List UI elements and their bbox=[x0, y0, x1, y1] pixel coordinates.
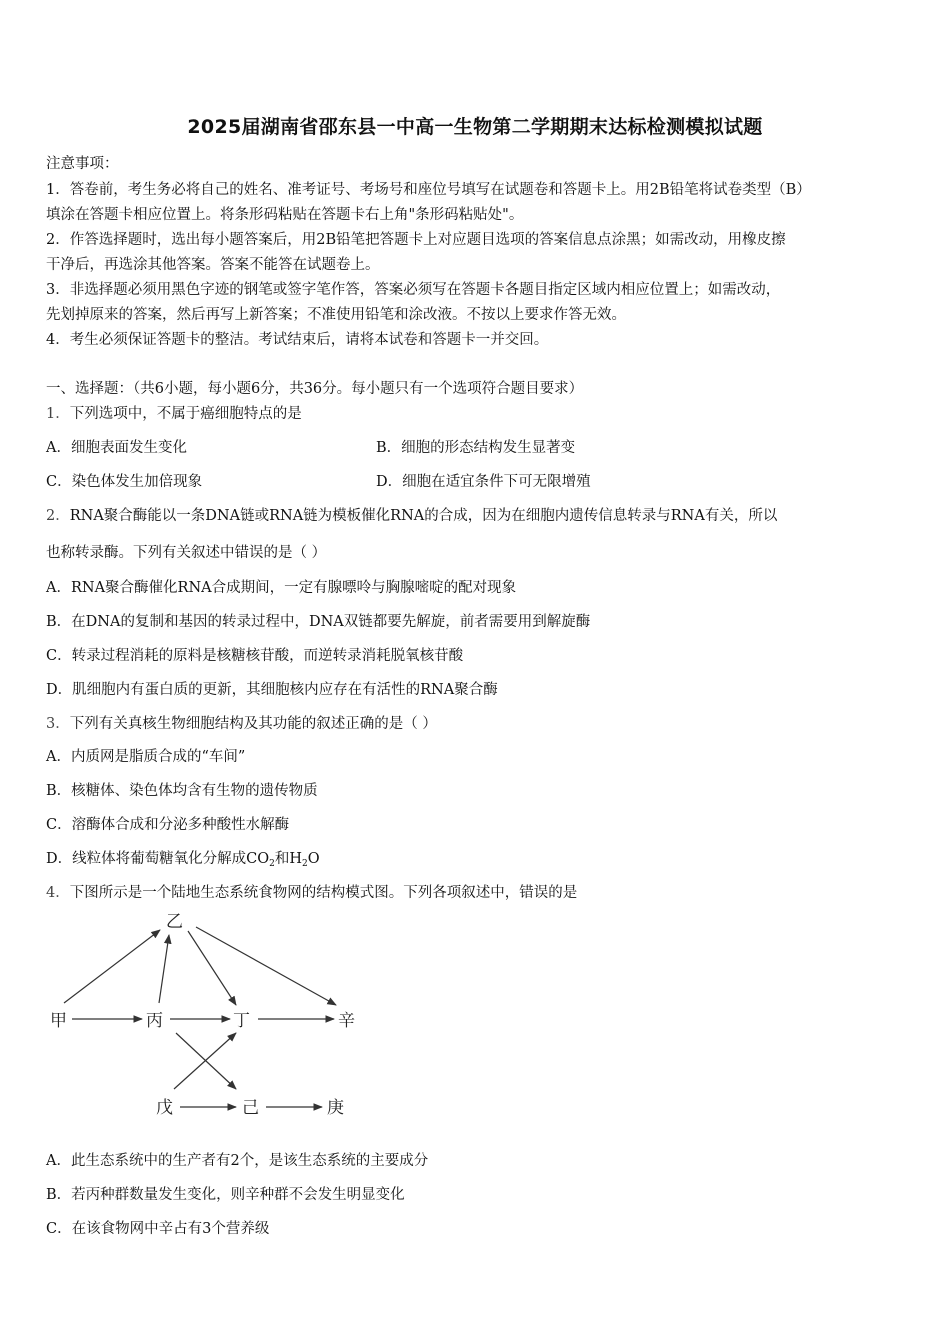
arrow-yi-xin bbox=[196, 927, 336, 1005]
node-bing: 丙 bbox=[146, 1011, 163, 1031]
arrow-jia-yi bbox=[64, 930, 160, 1003]
q3-option-c[interactable]: C．溶酶体合成和分泌多种酸性水解酶 bbox=[46, 817, 290, 833]
q1-options-row-2 bbox=[46, 470, 906, 490]
q2-option-a[interactable]: A．RNA聚合酶催化RNA合成期间，一定有腺嘌呤与胸腺嘧啶的配对现象 bbox=[46, 580, 517, 596]
notice-line: 填涂在答题卡相应位置上。将条形码粘贴在答题卡右上角"条形码粘贴处"。 bbox=[46, 207, 524, 223]
question-stem: 下列有关真核生物细胞结构及其功能的叙述正确的是（ ） bbox=[69, 716, 437, 732]
question-number: 2． bbox=[46, 508, 70, 524]
question-stem: 下图所示是一个陆地生态系统食物网的结构模式图。下列各项叙述中，错误的是 bbox=[69, 885, 578, 901]
question-number: 4． bbox=[46, 885, 70, 901]
q1-option-b[interactable]: B．细胞的形态结构发生显著变 bbox=[376, 440, 576, 456]
question-3 bbox=[46, 712, 906, 733]
q1-options-row-1 bbox=[46, 436, 906, 456]
notice-line: 2．作答选择题时，选出每小题答案后，用2B铅笔把答题卡上对应题目选项的答案信息点涂黑；如需改动，用橡皮擦 bbox=[46, 232, 786, 248]
notice-line: 3．非选择题必须用黑色字迹的钢笔或签字笔作答，答案必须写在答题卡各题目指定区域内相应位置上；如需改动， bbox=[46, 282, 781, 298]
notice-heading: 注意事项： bbox=[46, 156, 119, 172]
node-xin: 辛 bbox=[338, 1011, 355, 1031]
q2-option-d[interactable]: D．肌细胞内有蛋白质的更新，其细胞核内应存在有活性的RNA聚合酶 bbox=[46, 682, 498, 698]
arrow-bing-yi bbox=[159, 935, 169, 1003]
page-title: 2025届湖南省邵东县一中高一生物第二学期期末达标检测模拟试题 bbox=[187, 116, 763, 138]
notice-line: 干净后，再选涂其他答案。答案不能答在试题卷上。 bbox=[46, 257, 380, 273]
arrow-yi-ding bbox=[188, 931, 236, 1005]
question-1 bbox=[46, 402, 906, 423]
question-number: 1． bbox=[46, 406, 70, 422]
node-wu: 戊 bbox=[156, 1098, 173, 1118]
q1-option-c[interactable]: C．染色体发生加倍现象 bbox=[46, 474, 203, 490]
q2-option-c[interactable]: C．转录过程消耗的原料是核糖核苷酸，而逆转录消耗脱氧核苷酸 bbox=[46, 648, 464, 664]
option-text: 和H bbox=[274, 851, 302, 867]
node-jia: 甲 bbox=[50, 1011, 67, 1031]
section-heading: 一、选择题：（共6小题，每小题6分，共36分。每小题只有一个选项符合题目要求） bbox=[46, 381, 584, 397]
option-text: D．线粒体将葡萄糖氧化分解成CO bbox=[46, 851, 270, 867]
q1-option-d[interactable]: D．细胞在适宜条件下可无限增殖 bbox=[376, 474, 591, 490]
q3-option-d[interactable] bbox=[46, 847, 906, 869]
q4-option-c[interactable]: C．在该食物网中辛占有3个营养级 bbox=[46, 1221, 270, 1237]
question-stem-continued: 也称转录酶。下列有关叙述中错误的是（ ） bbox=[46, 545, 327, 561]
q4-option-a[interactable]: A．此生态系统中的生产者有2个，是该生态系统的主要成分 bbox=[46, 1153, 429, 1169]
q1-option-a[interactable]: A．细胞表面发生变化 bbox=[46, 440, 187, 456]
node-ji: 己 bbox=[242, 1098, 259, 1118]
subscript: 2 bbox=[269, 859, 275, 869]
subscript: 2 bbox=[302, 859, 308, 869]
question-stem: RNA聚合酶能以一条DNA链或RNA链为模板催化RNA的合成，因为在细胞内遗传信息转录与RNA有关，所以 bbox=[69, 508, 778, 524]
q2-option-b[interactable]: B．在DNA的复制和基因的转录过程中，DNA双链都要先解旋，前者需要用到解旋酶 bbox=[46, 614, 591, 630]
question-number: 3． bbox=[46, 716, 70, 732]
option-text: O bbox=[307, 851, 320, 867]
question-2 bbox=[46, 504, 906, 525]
notice-line: 4．考生必须保证答题卡的整洁。考试结束后，请将本试卷和答题卡一并交回。 bbox=[46, 332, 549, 348]
q4-option-b[interactable]: B．若丙种群数量发生变化，则辛种群不会发生明显变化 bbox=[46, 1187, 405, 1203]
food-web-diagram bbox=[46, 905, 376, 1125]
node-yi: 乙 bbox=[166, 912, 183, 932]
node-geng: 庚 bbox=[327, 1098, 344, 1118]
q3-option-b[interactable]: B．核糖体、染色体均含有生物的遗传物质 bbox=[46, 783, 318, 799]
question-stem: 下列选项中，不属于癌细胞特点的是 bbox=[69, 406, 302, 422]
notice-line: 1．答卷前，考生务必将自己的姓名、准考证号、考场号和座位号填写在试题卷和答题卡上。用2B铅笔将试卷类型（B） bbox=[46, 182, 811, 198]
question-4 bbox=[46, 881, 906, 902]
notice-line: 先划掉原来的答案，然后再写上新答案；不准使用铅笔和涂改液。不按以上要求作答无效。 bbox=[46, 307, 626, 323]
node-ding: 丁 bbox=[233, 1011, 250, 1031]
q3-option-a[interactable]: A．内质网是脂质合成的“车间” bbox=[46, 749, 246, 765]
